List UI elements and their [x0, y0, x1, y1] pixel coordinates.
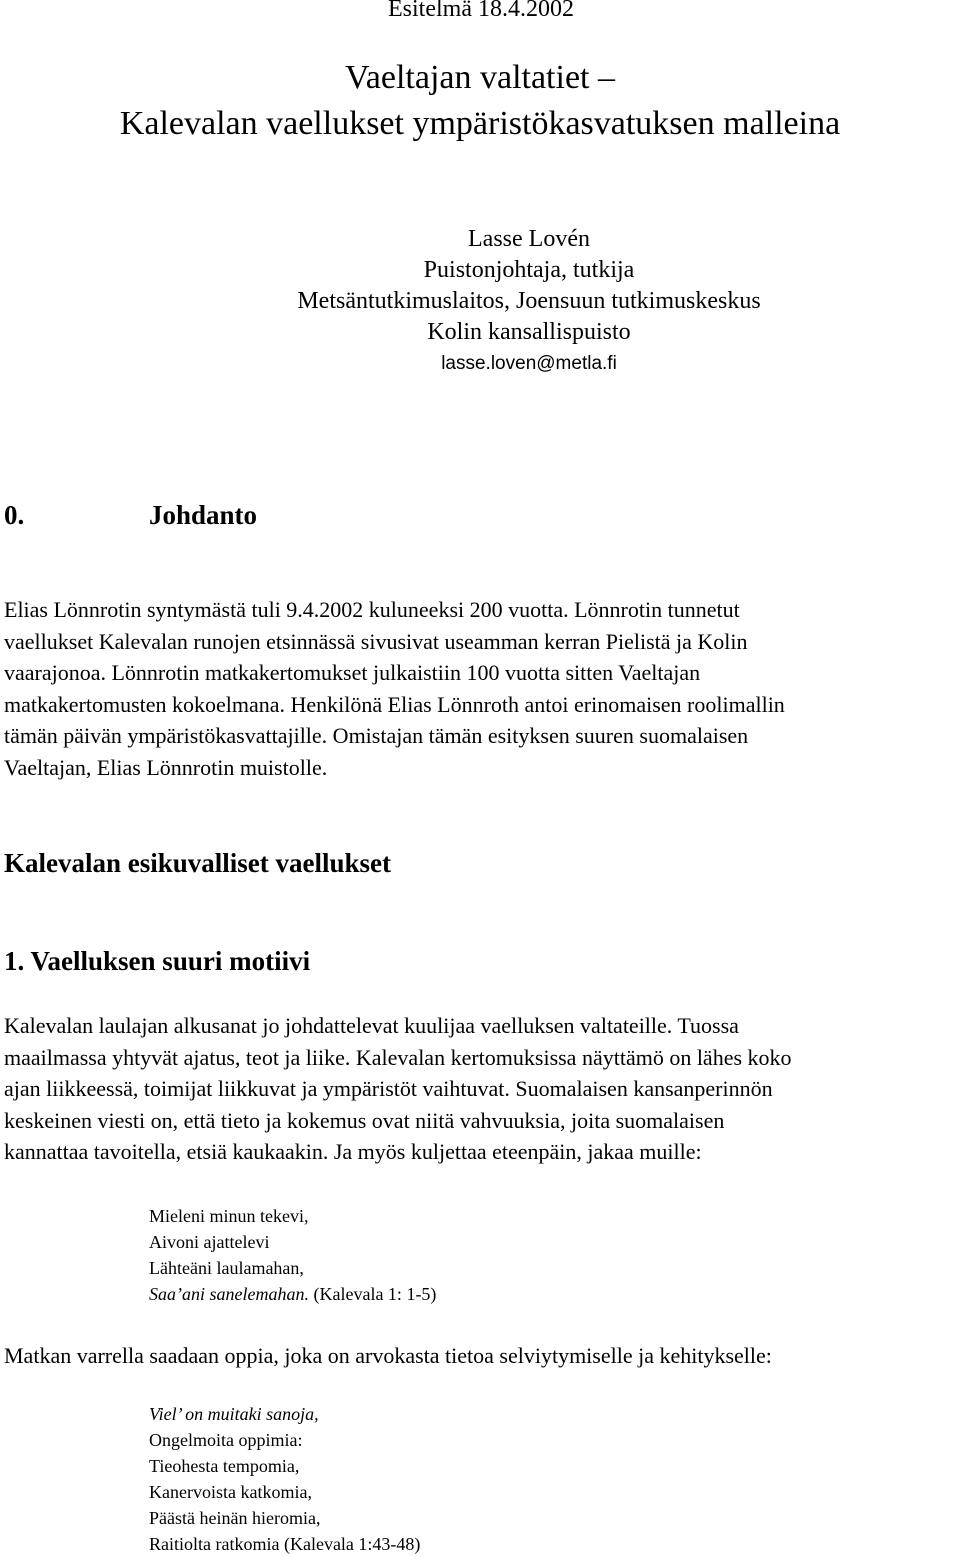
poem-line: Raitiolta ratkomia (Kalevala 1:43-48)	[149, 1534, 421, 1554]
subsection-heading-motiivi: 1. Vaelluksen suuri motiivi	[4, 946, 311, 976]
paragraph-line: kannattaa tavoitella, etsiä kaukaakin. Ja myös kuljettaa eteenpäin, jakaa muille:	[4, 1139, 702, 1164]
poem-quote-2	[149, 1401, 420, 1557]
author-unit: Kolin kansallispuisto	[427, 319, 631, 345]
paragraph-line: Kalevalan laulajan alkusanat jo johdattelevat kuulijaa vaelluksen valtateille. Tuossa	[4, 1013, 739, 1038]
poem-line: Päästä heinän hieromia,	[149, 1508, 321, 1528]
section-heading-kalevalan-vaellukset: Kalevalan esikuvalliset vaellukset	[4, 848, 392, 878]
intro-paragraph	[4, 594, 958, 783]
author-organization: Metsäntutkimuslaitos, Joensuun tutkimuskeskus	[297, 288, 761, 314]
paragraph-line: tämän päivän ympäristökasvattajille. Omistajan tämän esityksen suuren suomalaisen	[4, 723, 749, 748]
poem-line: Tieohesta tempomia,	[149, 1456, 300, 1476]
section-heading-johdanto	[4, 500, 257, 531]
section-number: 0.	[4, 500, 25, 530]
poem-line: Lähteäni laulamahan,	[149, 1258, 304, 1278]
paragraph-line: Elias Lönnrotin syntymästä tuli 9.4.2002 kuluneeksi 200 vuotta. Lönnrotin tunnetut	[4, 597, 740, 622]
poem-reference: (Kalevala 1: 1-5)	[308, 1284, 437, 1304]
document-title	[0, 55, 960, 147]
author-role: Puistonjohtaja, tutkija	[423, 257, 635, 283]
poem-line: Kanervoista katkomia,	[149, 1482, 312, 1502]
poem-line: Mieleni minun tekevi,	[149, 1206, 309, 1226]
paragraph-line: vaarajonoa. Lönnrotin matkakertomukset julkaistiin 100 vuotta sitten Vaeltajan	[4, 660, 701, 685]
poem-line: Ongelmoita oppimia:	[149, 1430, 303, 1450]
author-email: lasse.loven@metla.fi	[441, 353, 617, 374]
poem-line	[149, 1281, 436, 1307]
presentation-date: Esitelmä 18.4.2002	[388, 0, 574, 22]
paragraph-line: vaellukset Kalevalan runojen etsinnässä sivusivat useamman kerran Pielistä ja Kolin	[4, 628, 748, 654]
poem-line-italic: Saa’ani sanelemahan.	[149, 1284, 309, 1304]
title-line-1: Vaeltajan valtatiet –	[345, 59, 615, 96]
author-block	[0, 224, 960, 379]
poem-quote-1	[149, 1203, 436, 1307]
paragraph-line: ajan liikkeessä, toimijat liikkuvat ja ympäristöt vaihtuvat. Suomalaisen kansanperinnön	[4, 1076, 773, 1101]
paragraph-line: maailmassa yhtyvät ajatus, teot ja liike. Kalevalan kertomuksissa näyttämö on lähes koko	[4, 1044, 792, 1070]
poem-line: Aivoni ajattelevi	[149, 1232, 270, 1252]
poem-line: Viel’ on muitaki sanoja,	[149, 1404, 319, 1424]
author-name: Lasse Lovén	[468, 226, 590, 252]
section-title: Johdanto	[149, 500, 258, 530]
paragraph-line: keskeinen viesti on, että tieto ja kokemus ovat niitä vahvuuksia, joita suomalaisen	[4, 1107, 725, 1133]
bridge-paragraph	[4, 1340, 958, 1372]
paragraph-line: Vaeltajan, Elias Lönnrotin muistolle.	[4, 754, 328, 780]
motiivi-paragraph	[4, 1010, 958, 1168]
paragraph-line: matkakertomusten kokoelmana. Henkilönä Elias Lönnroth antoi erinomaisen roolimallin	[4, 691, 785, 717]
paragraph-line: Matkan varrella saadaan oppia, joka on arvokasta tietoa selviytymiselle ja kehitykselle:	[4, 1343, 772, 1368]
title-line-2: Kalevalan vaellukset ympäristökasvatuksen malleina	[119, 105, 841, 142]
